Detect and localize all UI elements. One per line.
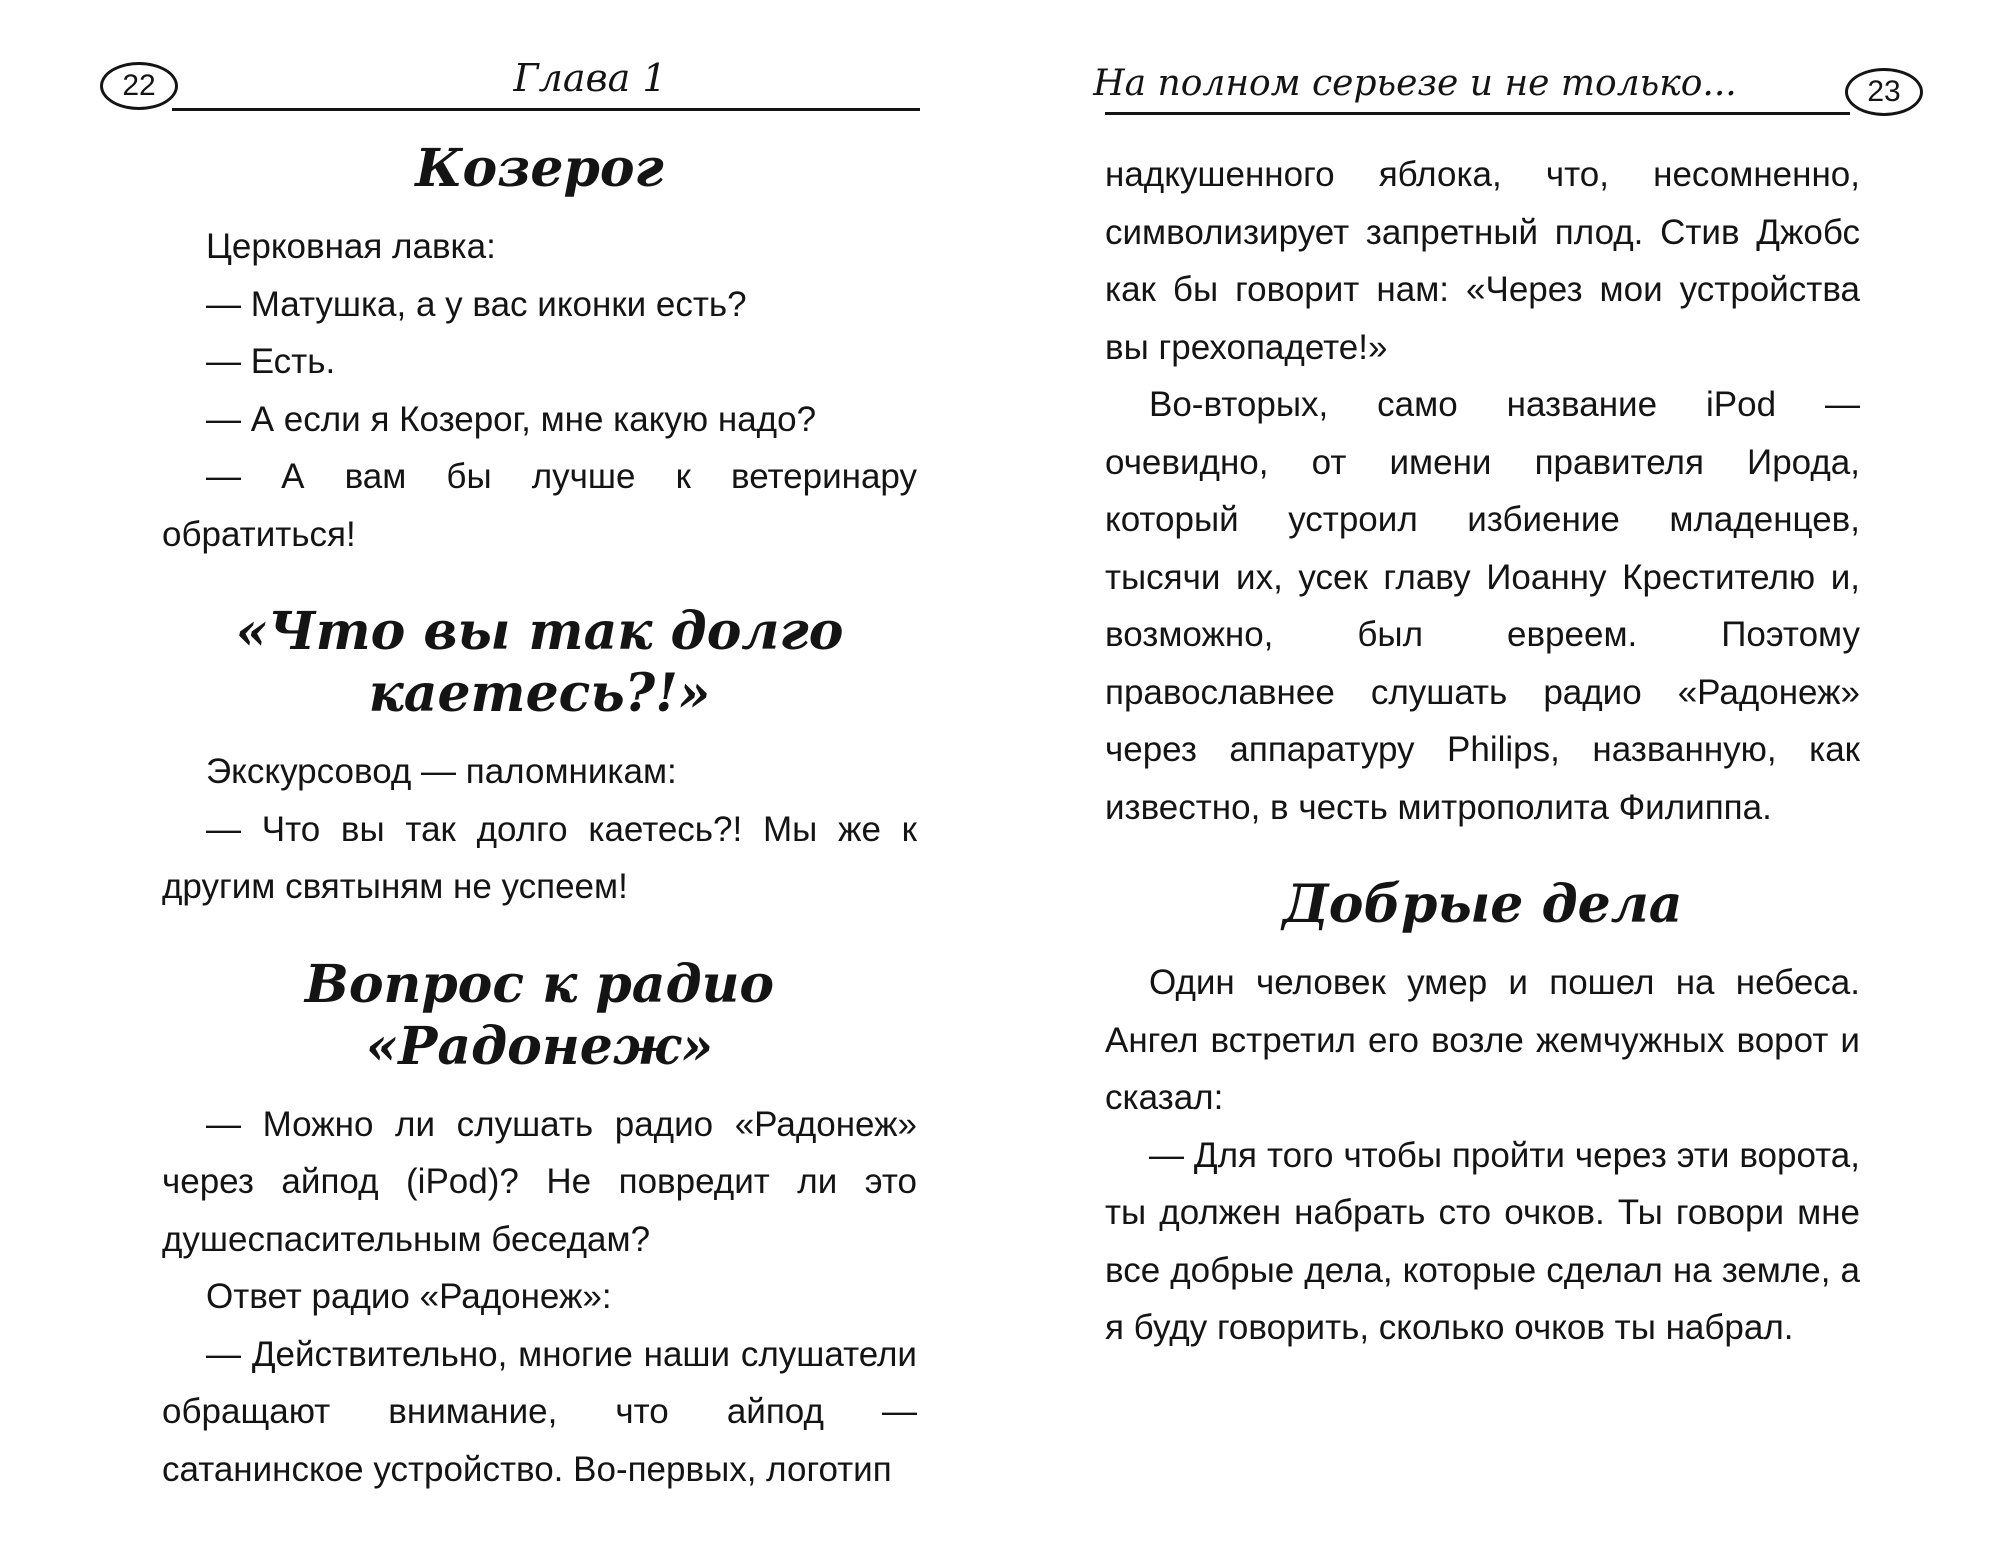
paragraph: — Есть.: [206, 342, 336, 381]
paragraph: — Для того чтобы пройти через эти ворота, ты должен набрать сто очков. Ты говори мне все добрые дела, которые сделал на земле, а я буду говорить, сколько очков ты набрал.: [1105, 1135, 1860, 1347]
paragraph: Один человек умер и пошел на небеса. Ангел встретил его возле жемчужных ворот и сказал:: [1105, 963, 1860, 1117]
paragraph: — А вам бы лучше к ветеринару обратиться!: [162, 457, 917, 554]
paragraph: Ответ радио «Радонеж»:: [206, 1277, 612, 1316]
right-page: [1000, 0, 2000, 1546]
section-title-repent: «Что вы так долго каетесь?!»: [235, 601, 844, 724]
paragraph: — Что вы так долго каетесь?! Мы же к другим святыням не успеем!: [162, 809, 917, 906]
running-head: Глава 1: [513, 56, 667, 100]
text-column: [162, 138, 917, 1498]
paragraph: Экскурсовод — паломникам:: [206, 752, 677, 791]
section-title-good-deeds: Добрые дела: [1282, 874, 1683, 935]
paragraph: Церковная лавка:: [206, 227, 496, 266]
running-head: На полном серьезе и не только...: [1093, 63, 1737, 104]
paragraph: — Действительно, многие наши слушатели обращают внимание, что айпод — сатанинское устройство. Во-первых, логотип: [162, 1334, 917, 1489]
header-rule: [1105, 112, 1850, 115]
section-title-capricorn: Козерог: [415, 138, 664, 199]
paragraph: — А если я Козерог, мне какую надо?: [206, 399, 817, 439]
paragraph: — Можно ли слушать радио «Радонеж» через айпод (iPod)? Не повредит ли это душеспасительным беседам?: [162, 1104, 917, 1259]
paragraph: — Матушка, а у вас иконки есть?: [206, 284, 747, 324]
section-title-radio-line2: «Радонеж»: [365, 1015, 714, 1077]
section-title-radio-line1: Вопрос к радио: [304, 953, 775, 1015]
paragraph: надкушенного яблока, что, несомненно, символизирует запретный плод. Стив Джобс как бы говорит нам: «Через мои устройства вы грехопадете!»: [1105, 155, 1860, 367]
page-number: 23: [1845, 68, 1923, 116]
paragraph: Во-вторых, само название iPod — очевидно, от имени правителя Ирода, который устроил избиение младенцев, тысячи их, усек главу Иоанну Крестителю и, возможно, был евреем. Поэтому православнее слушать радио «Радонеж» через аппаратуру Philips, названную, как известно, в честь митрополита Филиппа.: [1105, 385, 1860, 827]
header-rule: [172, 108, 920, 111]
page-number: 22: [100, 62, 178, 110]
section-title-radio: [162, 954, 917, 1078]
text-column: [1105, 146, 1860, 1357]
